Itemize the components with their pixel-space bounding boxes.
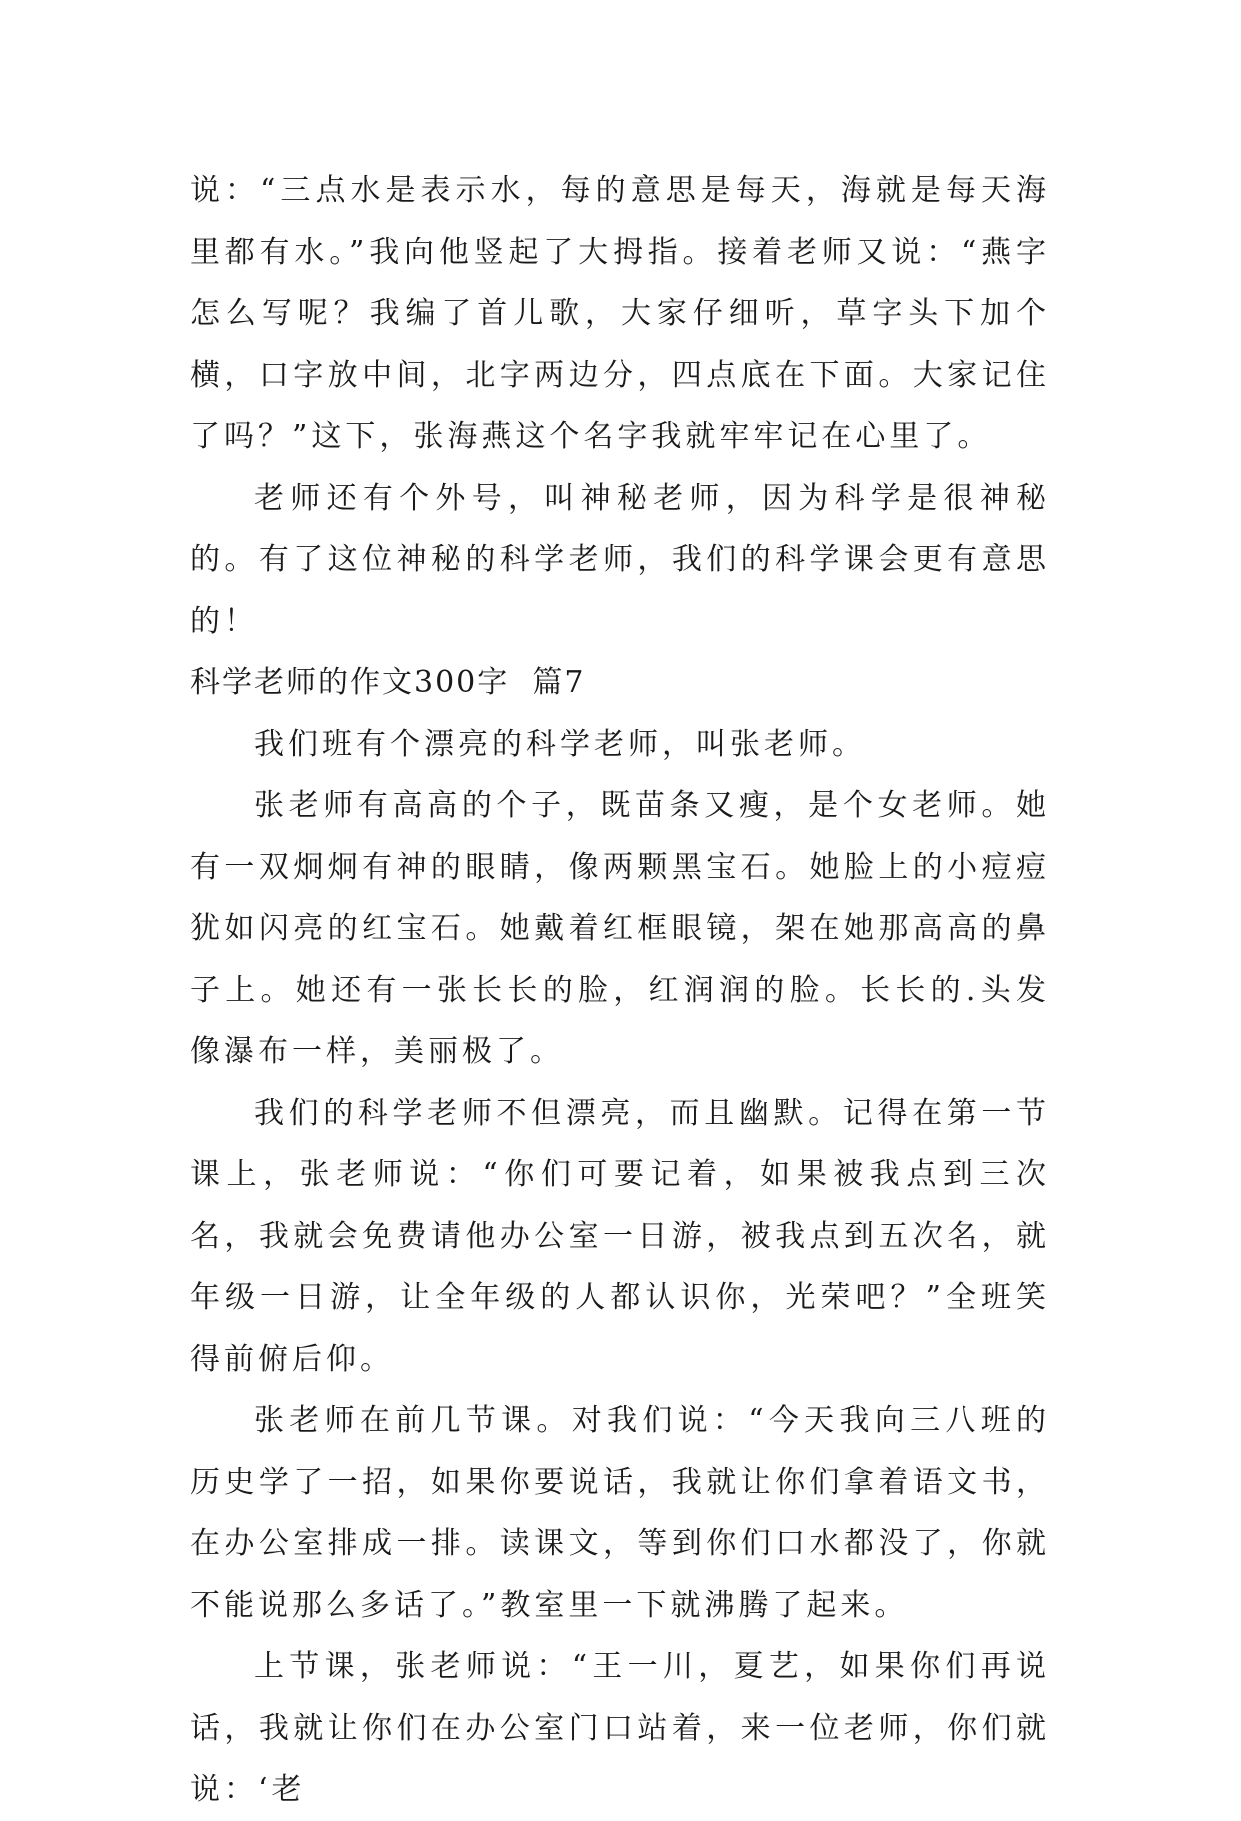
document-body	[190, 160, 1050, 1821]
paragraph: 老师还有个外号，叫神秘老师，因为科学是很神秘的。有了这位神秘的科学老师，我们的科学课会更有意思的！	[190, 480, 1050, 639]
paragraph: 张老师有高高的个子，既苗条又瘦，是个女老师。她有一双炯炯有神的眼睛，像两颗黑宝石。她脸上的小痘痘犹如闪亮的红宝石。她戴着红框眼镜，架在她那高高的鼻子上。她还有一张长长的脸，红润润的脸。长长的.头发像瀑布一样，美丽极了。	[190, 788, 1050, 1069]
paragraph: 我们的科学老师不但漂亮，而且幽默。记得在第一节课上，张老师说：“你们可要记着，如果被我点到三次名，我就会免费请他办公室一日游，被我点到五次名，就年级一日游，让全年级的人都认识你，光荣吧？”全班笑得前俯后仰。	[190, 1095, 1050, 1377]
paragraph: 我们班有个漂亮的科学老师，叫张老师。	[254, 726, 866, 762]
paragraph: 上节课，张老师说：“王一川，夏艺，如果你们再说话，我就让你们在办公室门口站着，来一位老师，你们就说：‘老	[190, 1649, 1050, 1807]
section-heading: 科学老师的作文300字 篇7	[190, 665, 586, 700]
paragraph: 张老师在前几节课。对我们说：“今天我向三八班的历史学了一招，如果你要说话，我就让你们拿着语文书，在办公室排成一排。读课文，等到你们口水都没了，你就不能说那么多话了。”教室里一下就沸腾了起来。	[190, 1403, 1050, 1623]
paragraph: 说：“三点水是表示水，每的意思是每天，海就是每天海里都有水。”我向他竖起了大拇指。接着老师又说：“燕字怎么写呢？我编了首儿歌，大家仔细听，草字头下加个横，口字放中间，北字两边分，四点底在下面。大家记住了吗？”这下，张海燕这个名字我就牢牢记在心里了。	[190, 173, 1050, 454]
